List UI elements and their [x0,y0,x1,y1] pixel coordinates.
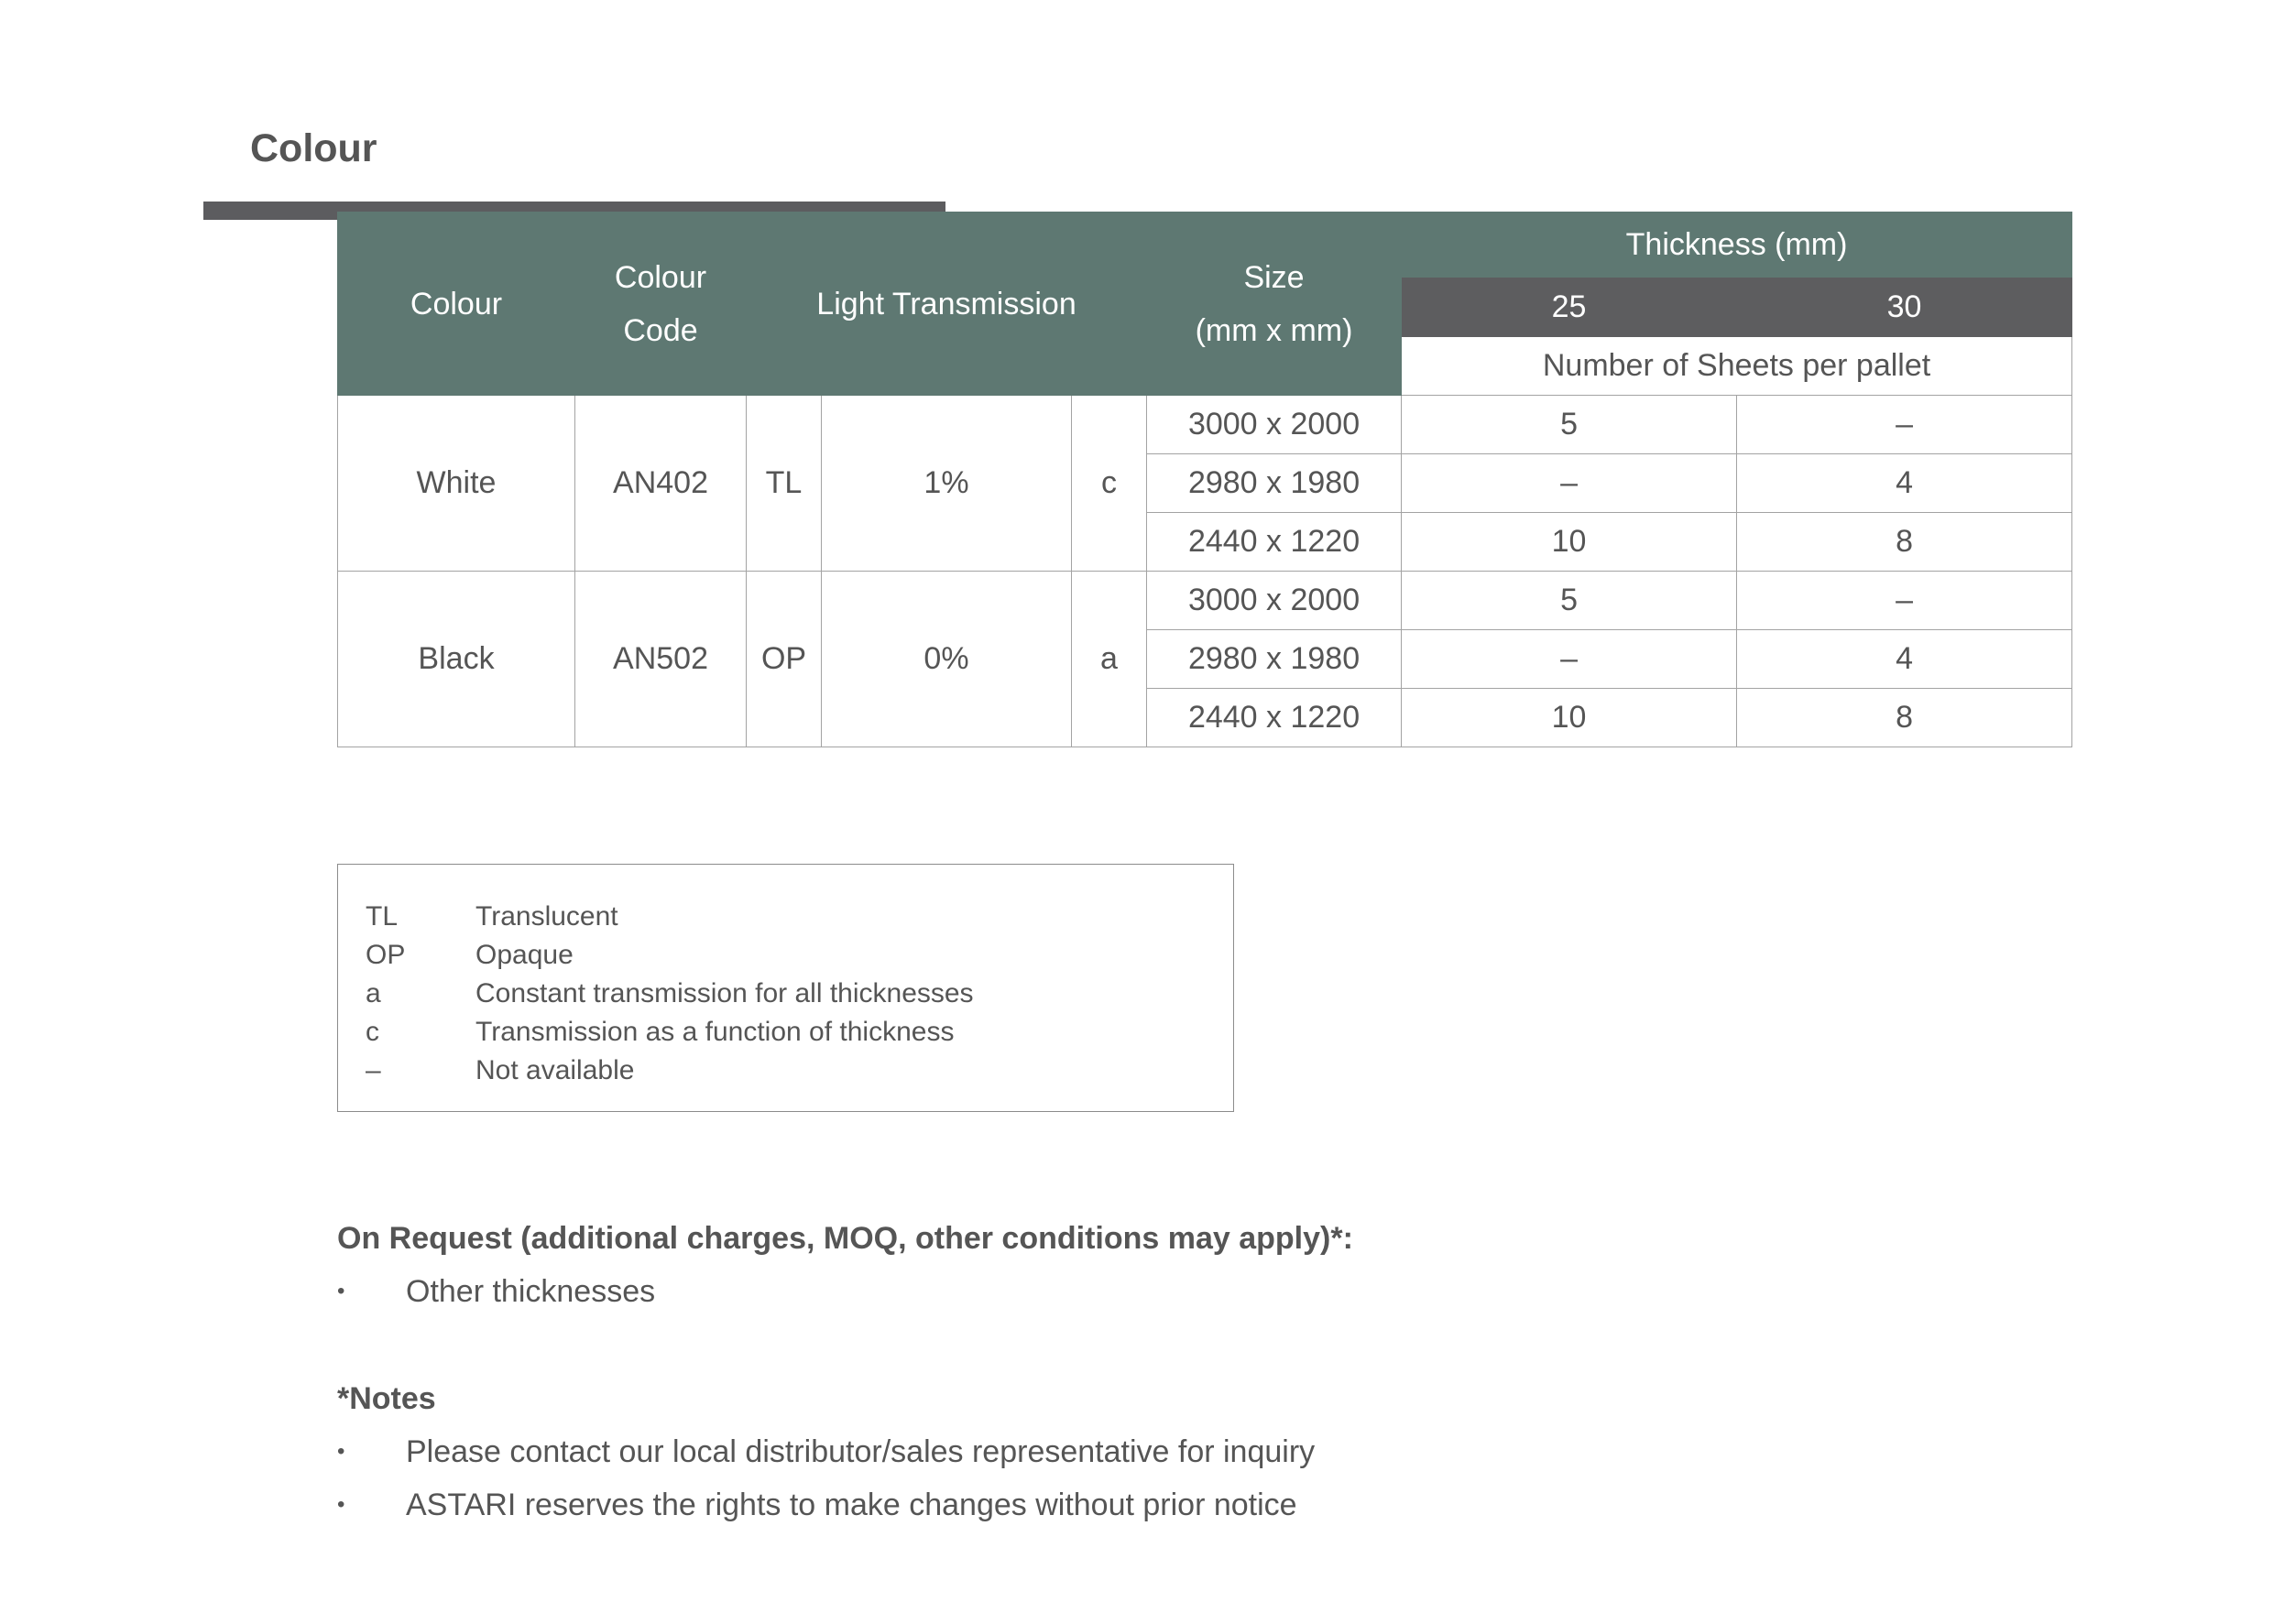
legend-code: – [366,1055,381,1085]
list-item [337,1265,655,1318]
cell-size: 2980 x 1980 [1147,630,1402,689]
legend-item [338,1052,1233,1090]
header-size [1147,213,1402,396]
legend-item [338,1013,1233,1052]
cell-colour: Black [338,572,575,747]
legend-code: OP [366,940,406,970]
cell-transmission: 0% [822,572,1072,747]
legend-box [337,864,1234,1112]
list-item-text: ASTARI reserves the rights to make changes without prior notice [406,1488,1297,1522]
legend-item [338,975,1233,1013]
header-size-line2: (mm x mm) [1195,312,1353,348]
cell-sheets-30: 4 [1737,630,2072,689]
legend-meaning: Opaque [475,940,574,970]
cell-size: 3000 x 2000 [1147,572,1402,630]
cell-colour-code: AN402 [575,396,747,572]
cell-type: OP [747,572,822,747]
legend-item [338,936,1233,975]
header-thickness-30: 30 [1737,278,2072,337]
notes-list [337,1425,1315,1531]
on-request-list [337,1265,655,1318]
cell-size: 2440 x 1220 [1147,689,1402,747]
on-request-heading: On Request (additional charges, MOQ, other conditions may apply)*: [337,1221,1353,1256]
bullet-icon: • [337,1439,345,1464]
cell-sheets-25: – [1402,630,1737,689]
bullet-icon: • [337,1279,345,1303]
list-item [337,1478,1315,1531]
cell-sheets-25: – [1402,454,1737,513]
cell-colour: White [338,396,575,572]
legend-code: a [366,978,381,1008]
header-colour-code [575,213,747,396]
colour-spec-table [337,212,2072,747]
legend-meaning: Transmission as a function of thickness [475,1017,955,1047]
table-row [338,396,2072,454]
cell-type: TL [747,396,822,572]
page-title: Colour [250,126,377,170]
cell-sheets-30: – [1737,396,2072,454]
cell-size: 2980 x 1980 [1147,454,1402,513]
header-colour-code-line1: Colour [614,259,707,295]
legend-meaning: Constant transmission for all thicknesses [475,978,974,1008]
cell-sheets-25: 10 [1402,689,1737,747]
cell-sheets-25: 5 [1402,396,1737,454]
header-colour: Colour [338,213,575,396]
cell-transmission: 1% [822,396,1072,572]
header-thickness-25: 25 [1402,278,1737,337]
header-sheets-per-pallet: Number of Sheets per pallet [1402,337,2072,396]
cell-sheets-25: 10 [1402,513,1737,572]
cell-sheets-30: – [1737,572,2072,630]
cell-colour-code: AN502 [575,572,747,747]
cell-sheets-25: 5 [1402,572,1737,630]
header-size-line1: Size [1243,259,1305,295]
cell-note: c [1072,396,1147,572]
header-light-transmission: Light Transmission [747,213,1147,396]
legend-code: c [366,1017,379,1047]
cell-size: 3000 x 2000 [1147,396,1402,454]
table-row [338,572,2072,630]
header-colour-code-line2: Code [623,312,698,348]
cell-sheets-30: 4 [1737,454,2072,513]
cell-note: a [1072,572,1147,747]
cell-size: 2440 x 1220 [1147,513,1402,572]
bullet-icon: • [337,1492,345,1517]
cell-sheets-30: 8 [1737,689,2072,747]
legend-code: TL [366,901,399,932]
list-item-text: Other thicknesses [406,1274,656,1309]
legend-meaning: Not available [475,1055,635,1085]
notes-heading: *Notes [337,1381,436,1416]
legend-meaning: Translucent [475,901,618,932]
list-item-text: Please contact our local distributor/sales representative for inquiry [406,1434,1316,1469]
list-item [337,1425,1315,1478]
legend-item [338,898,1233,936]
header-thickness: Thickness (mm) [1402,213,2072,278]
cell-sheets-30: 8 [1737,513,2072,572]
